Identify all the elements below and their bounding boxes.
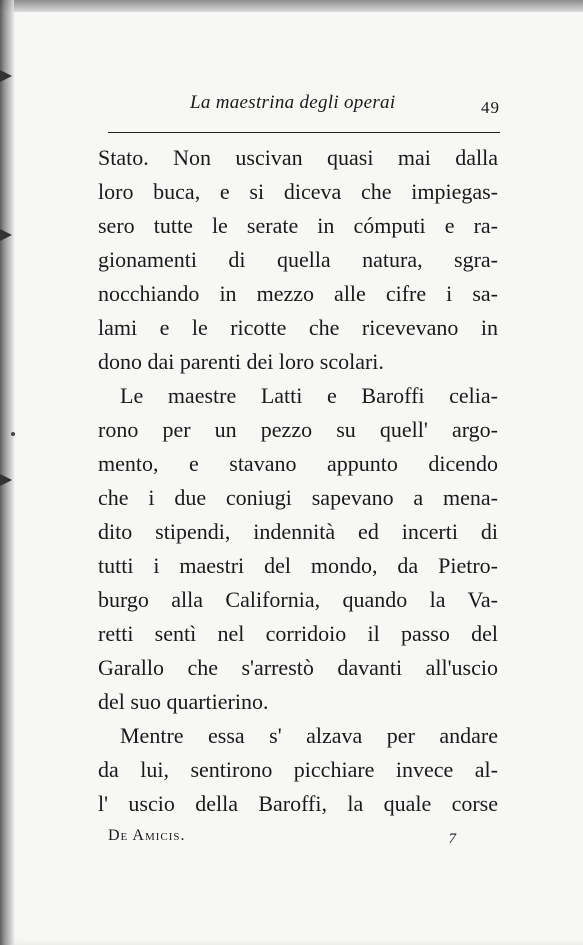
- text-line: che i due coniugi sapevano a mena-: [98, 485, 498, 510]
- margin-mark: [0, 70, 12, 82]
- margin-dot: [11, 432, 15, 436]
- signature-mark: De Amicis.: [108, 827, 186, 844]
- text-line: loro buca, e si diceva che impiegas-: [98, 179, 498, 204]
- text-line: retti sentì nel corridoio il passo del: [98, 621, 498, 646]
- text-line: burgo alla California, quando la Va-: [98, 587, 498, 612]
- text-line: nocchiando in mezzo alle cifre i sa-: [98, 281, 498, 306]
- text-line: Le maestre Latti e Baroffi celia-: [120, 383, 498, 408]
- binding-shadow: [0, 0, 14, 945]
- text-line: Mentre essa s' alzava per andare: [120, 723, 498, 748]
- signature-number: 7: [448, 831, 456, 847]
- text-line: mento, e stavano appunto dicendo: [98, 451, 498, 476]
- running-header: [108, 80, 500, 132]
- body-text: [98, 141, 498, 821]
- text-line: rono per un pezzo su quell' argo-: [98, 417, 498, 442]
- text-line: tutti i maestri del mondo, da Pietro-: [98, 553, 498, 578]
- scan-top-edge: [0, 0, 583, 12]
- text-line: l' uscio della Baroffi, la quale corse: [98, 791, 498, 816]
- text-line: dono dai parenti dei loro scolari.: [98, 349, 384, 374]
- text-line: da lui, sentirono picchiare invece al-: [98, 757, 498, 782]
- page-footer: [108, 827, 468, 867]
- text-line: dito stipendi, indennità ed incerti di: [98, 519, 498, 544]
- text-line: del suo quartierino.: [98, 689, 269, 714]
- margin-mark: [0, 474, 12, 486]
- margin-mark: [0, 229, 12, 241]
- running-title: La maestrina degli operai: [190, 92, 396, 113]
- text-line: Stato. Non uscivan quasi mai dalla: [98, 145, 498, 170]
- header-rule: [108, 132, 500, 133]
- page-number: 49: [481, 98, 500, 117]
- text-line: sero tutte le serate in cómputi e ra-: [98, 213, 498, 238]
- text-line: gionamenti di quella natura, sgra-: [98, 247, 498, 272]
- text-line: lami e le ricotte che ricevevano in: [98, 315, 498, 340]
- text-line: Garallo che s'arrestò davanti all'uscio: [98, 655, 498, 680]
